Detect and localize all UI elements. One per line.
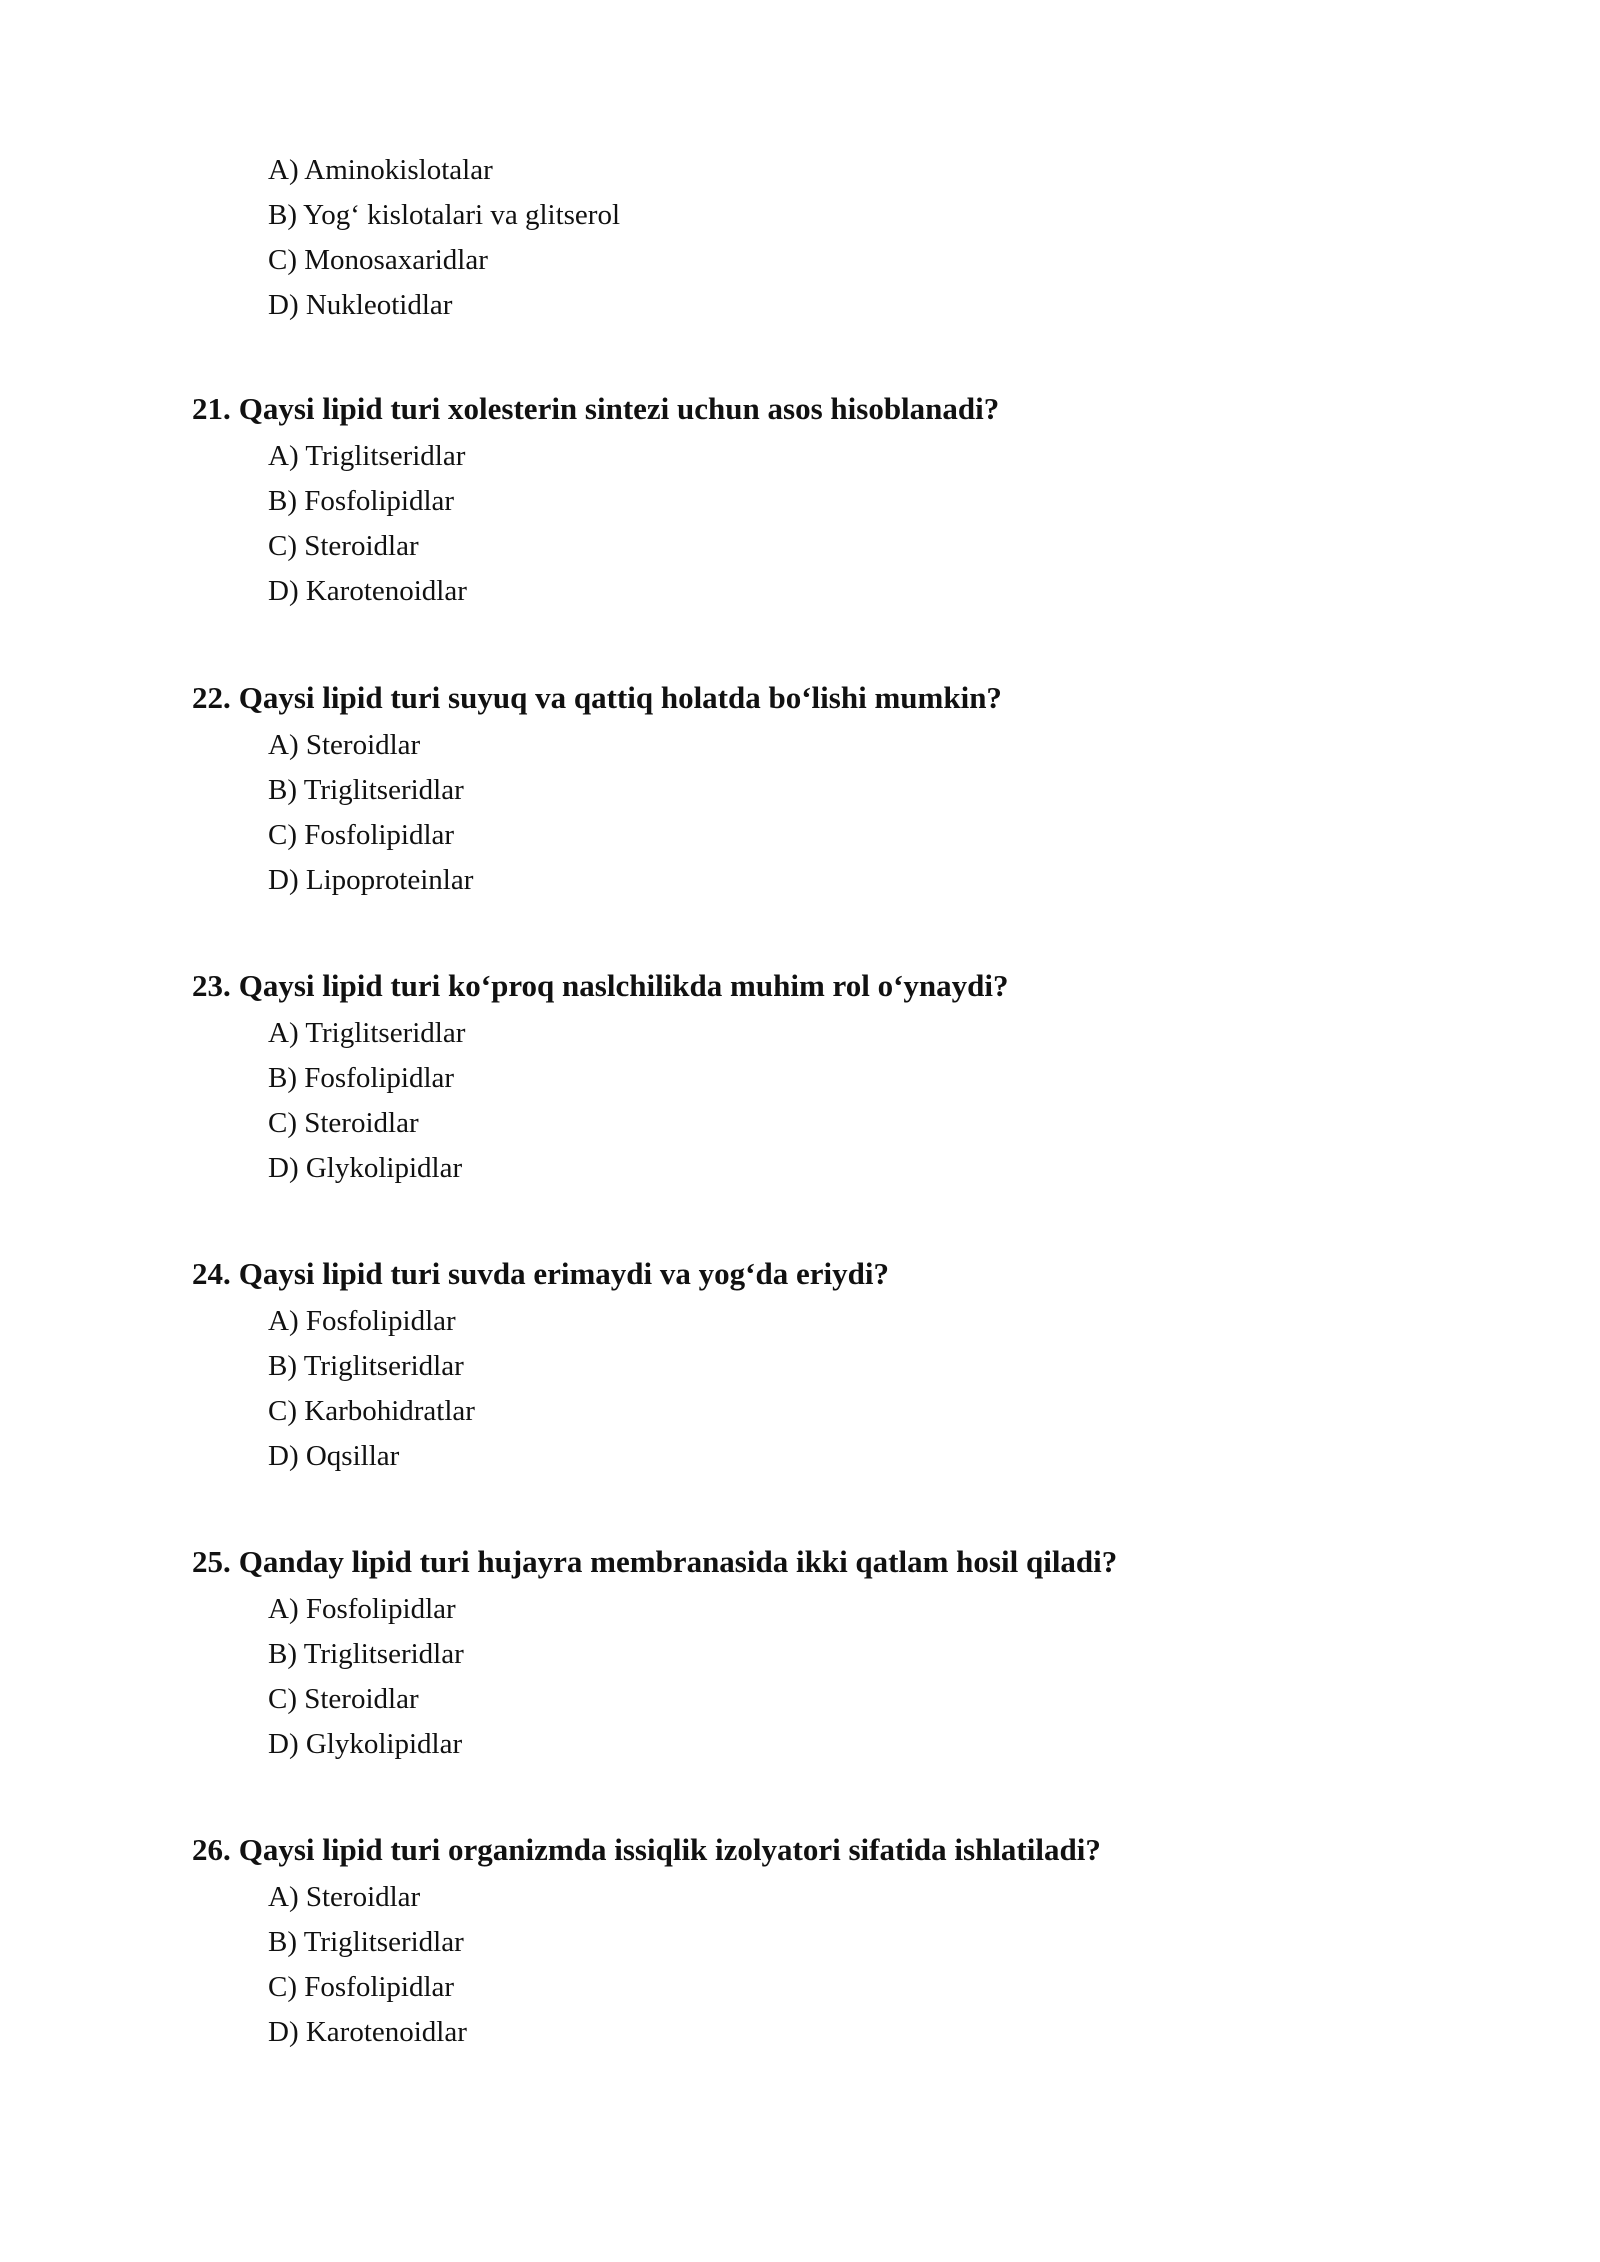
option-list bbox=[0, 723, 1600, 903]
option-list bbox=[0, 434, 1600, 614]
question-22 bbox=[0, 673, 1600, 903]
question-number: 22. bbox=[192, 680, 231, 715]
question-26 bbox=[0, 1825, 1600, 2055]
question-24 bbox=[0, 1249, 1600, 1479]
option-b: B) Fosfolipidlar bbox=[268, 485, 455, 517]
option-list bbox=[0, 1875, 1600, 2055]
option-d: D) Nukleotidlar bbox=[268, 289, 453, 321]
option-a: A) Triglitseridlar bbox=[268, 440, 466, 472]
option-c: C) Karbohidratlar bbox=[268, 1395, 475, 1427]
option-list bbox=[0, 1299, 1600, 1479]
continued-option-list bbox=[0, 148, 1600, 328]
option-b: B) Triglitseridlar bbox=[268, 1926, 464, 1958]
option-b: B) Triglitseridlar bbox=[268, 1638, 464, 1670]
question-number: 23. bbox=[192, 968, 231, 1003]
option-d: D) Karotenoidlar bbox=[268, 575, 467, 607]
option-c: C) Monosaxaridlar bbox=[268, 244, 488, 276]
option-d: D) Glykolipidlar bbox=[268, 1152, 463, 1184]
question-number: 24. bbox=[192, 1256, 231, 1291]
question-title bbox=[192, 961, 1600, 1011]
option-b: B) Fosfolipidlar bbox=[268, 1062, 455, 1094]
option-d: D) Lipoproteinlar bbox=[268, 864, 474, 896]
option-list bbox=[0, 1011, 1600, 1191]
option-d: D) Oqsillar bbox=[268, 1440, 400, 1472]
option-a: A) Triglitseridlar bbox=[268, 1017, 466, 1049]
question-25 bbox=[0, 1537, 1600, 1767]
question-text: Qaysi lipid turi xolesterin sintezi uchun asos hisoblanadi? bbox=[238, 391, 1000, 426]
option-a: A) Steroidlar bbox=[268, 1881, 421, 1913]
option-a: A) Steroidlar bbox=[268, 729, 421, 761]
option-c: C) Steroidlar bbox=[268, 1107, 419, 1139]
option-b: B) Triglitseridlar bbox=[268, 1350, 464, 1382]
option-a: A) Aminokislotalar bbox=[268, 154, 493, 186]
question-text: Qaysi lipid turi organizmda issiqlik izolyatori sifatida ishlatiladi? bbox=[238, 1832, 1101, 1867]
question-title bbox=[192, 1825, 1600, 1875]
question-text: Qaysi lipid turi suvda erimaydi va yog‘da eriydi? bbox=[238, 1256, 889, 1291]
option-c: C) Steroidlar bbox=[268, 1683, 419, 1715]
question-text: Qanday lipid turi hujayra membranasida ikki qatlam hosil qiladi? bbox=[238, 1544, 1118, 1579]
option-a: A) Fosfolipidlar bbox=[268, 1305, 456, 1337]
option-d: D) Karotenoidlar bbox=[268, 2016, 467, 2048]
option-d: D) Glykolipidlar bbox=[268, 1728, 463, 1760]
question-title bbox=[192, 1249, 1600, 1299]
question-title bbox=[192, 1537, 1600, 1587]
option-c: C) Fosfolipidlar bbox=[268, 819, 455, 851]
question-title bbox=[192, 673, 1600, 723]
question-number: 21. bbox=[192, 391, 231, 426]
option-c: C) Steroidlar bbox=[268, 530, 419, 562]
option-b: B) Triglitseridlar bbox=[268, 774, 464, 806]
question-title bbox=[192, 384, 1600, 434]
question-number: 26. bbox=[192, 1832, 231, 1867]
option-list bbox=[0, 1587, 1600, 1767]
question-text: Qaysi lipid turi suyuq va qattiq holatda bo‘lishi mumkin? bbox=[238, 680, 1002, 715]
question-21 bbox=[0, 384, 1600, 614]
question-text: Qaysi lipid turi ko‘proq naslchilikda muhim rol o‘ynaydi? bbox=[238, 968, 1009, 1003]
option-a: A) Fosfolipidlar bbox=[268, 1593, 456, 1625]
question-23 bbox=[0, 961, 1600, 1191]
option-b: B) Yog‘ kislotalari va glitserol bbox=[268, 199, 621, 231]
question-number: 25. bbox=[192, 1544, 231, 1579]
option-c: C) Fosfolipidlar bbox=[268, 1971, 455, 2003]
